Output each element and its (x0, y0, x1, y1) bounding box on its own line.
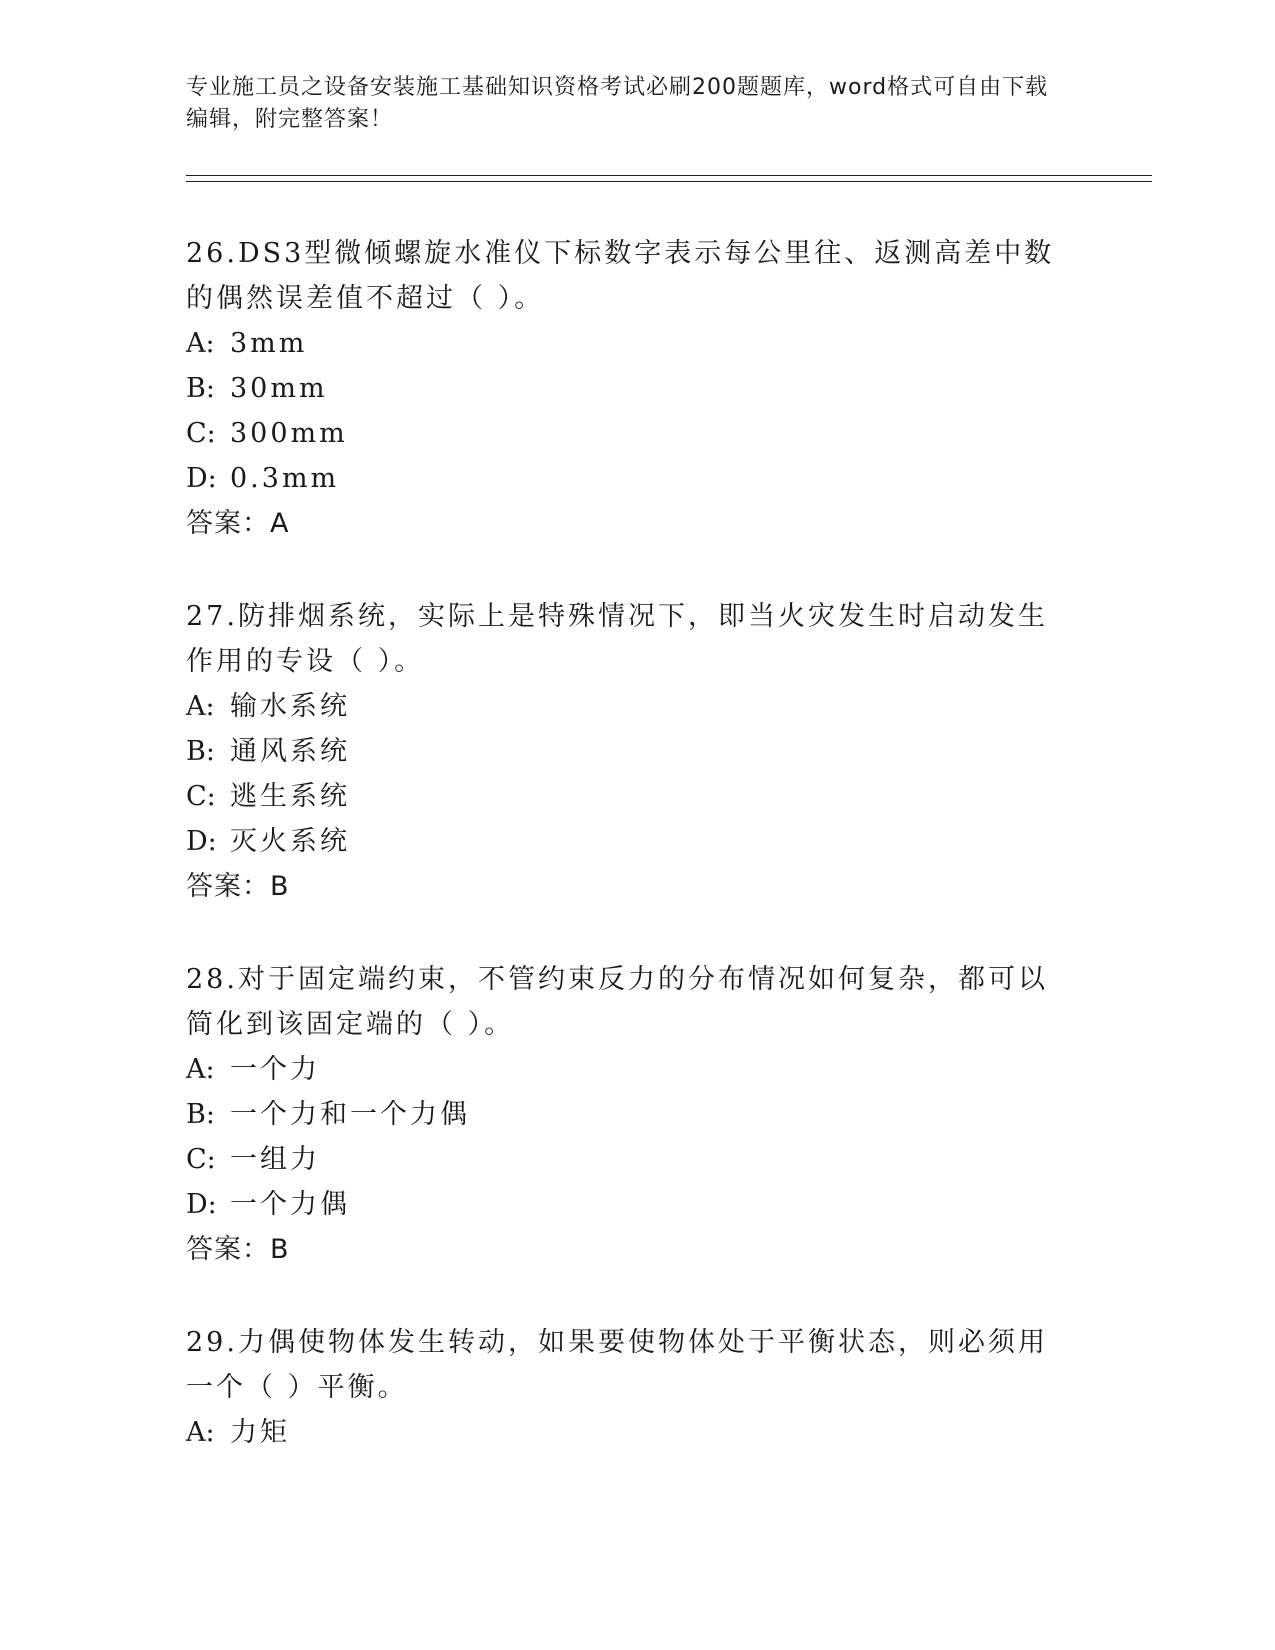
option-d (186, 1182, 1066, 1227)
question-stem: 29.力偶使物体发生转动，如果要使物体处于平衡状态，则必须用一个（ ）平衡。 (186, 1327, 1048, 1403)
option-c (186, 1137, 1066, 1182)
option-text: 一个力和一个力偶 (230, 1099, 470, 1130)
option-text: 一个力偶 (230, 1189, 350, 1220)
option-d (186, 819, 1066, 864)
option-a (186, 321, 1066, 366)
option-b (186, 366, 1066, 411)
question-26 (186, 231, 1066, 546)
option-text: 一组力 (230, 1144, 320, 1175)
option-b (186, 1092, 1066, 1137)
answer-line: 答案：B (186, 1234, 290, 1265)
option-letter: B: (186, 1099, 215, 1130)
option-letter: B: (186, 373, 215, 404)
option-letter: A: (186, 328, 215, 359)
option-a (186, 1047, 1066, 1092)
option-text: 一个力 (230, 1054, 320, 1085)
answer-line: 答案：A (186, 508, 290, 539)
option-letter: C: (186, 781, 216, 812)
document-header: 专业施工员之设备安装施工基础知识资格考试必刷200题题库，word格式可自由下载编辑，附完整答案！ (186, 75, 1049, 132)
option-text: 300mm (230, 418, 348, 449)
question-stem: 27.防排烟系统，实际上是特殊情况下，即当火灾发生时启动发生作用的专设（ ）。 (186, 601, 1048, 677)
option-c (186, 774, 1066, 819)
option-c (186, 411, 1066, 456)
question-stem: 26.DS3型微倾螺旋水准仪下标数字表示每公里往、返测高差中数的偶然误差值不超过（ ）。 (186, 238, 1055, 314)
option-letter: C: (186, 418, 216, 449)
option-text: 30mm (230, 373, 328, 404)
answer-line: 答案：B (186, 871, 290, 902)
option-letter: D: (186, 826, 217, 857)
option-text: 灭火系统 (230, 826, 350, 857)
option-text: 通风系统 (230, 736, 350, 767)
header-divider-top (186, 175, 1152, 176)
option-letter: A: (186, 691, 215, 722)
option-text: 力矩 (230, 1417, 290, 1448)
question-stem: 28.对于固定端约束，不管约束反力的分布情况如何复杂，都可以简化到该固定端的（ ）。 (186, 964, 1048, 1040)
question-28 (186, 957, 1066, 1272)
question-27 (186, 594, 1066, 909)
option-text: 输水系统 (230, 691, 350, 722)
option-text: 逃生系统 (230, 781, 350, 812)
option-letter: D: (186, 1189, 217, 1220)
option-letter: D: (186, 463, 217, 494)
option-letter: B: (186, 736, 215, 767)
option-text: 0.3mm (230, 463, 340, 494)
option-text: 3mm (230, 328, 308, 359)
option-letter: C: (186, 1144, 216, 1175)
option-a (186, 1410, 1066, 1455)
option-b (186, 729, 1066, 774)
option-letter: A: (186, 1054, 215, 1085)
option-a (186, 684, 1066, 729)
option-letter: A: (186, 1417, 215, 1448)
option-d (186, 456, 1066, 501)
question-29 (186, 1320, 1066, 1455)
header-divider-bottom (186, 181, 1152, 182)
